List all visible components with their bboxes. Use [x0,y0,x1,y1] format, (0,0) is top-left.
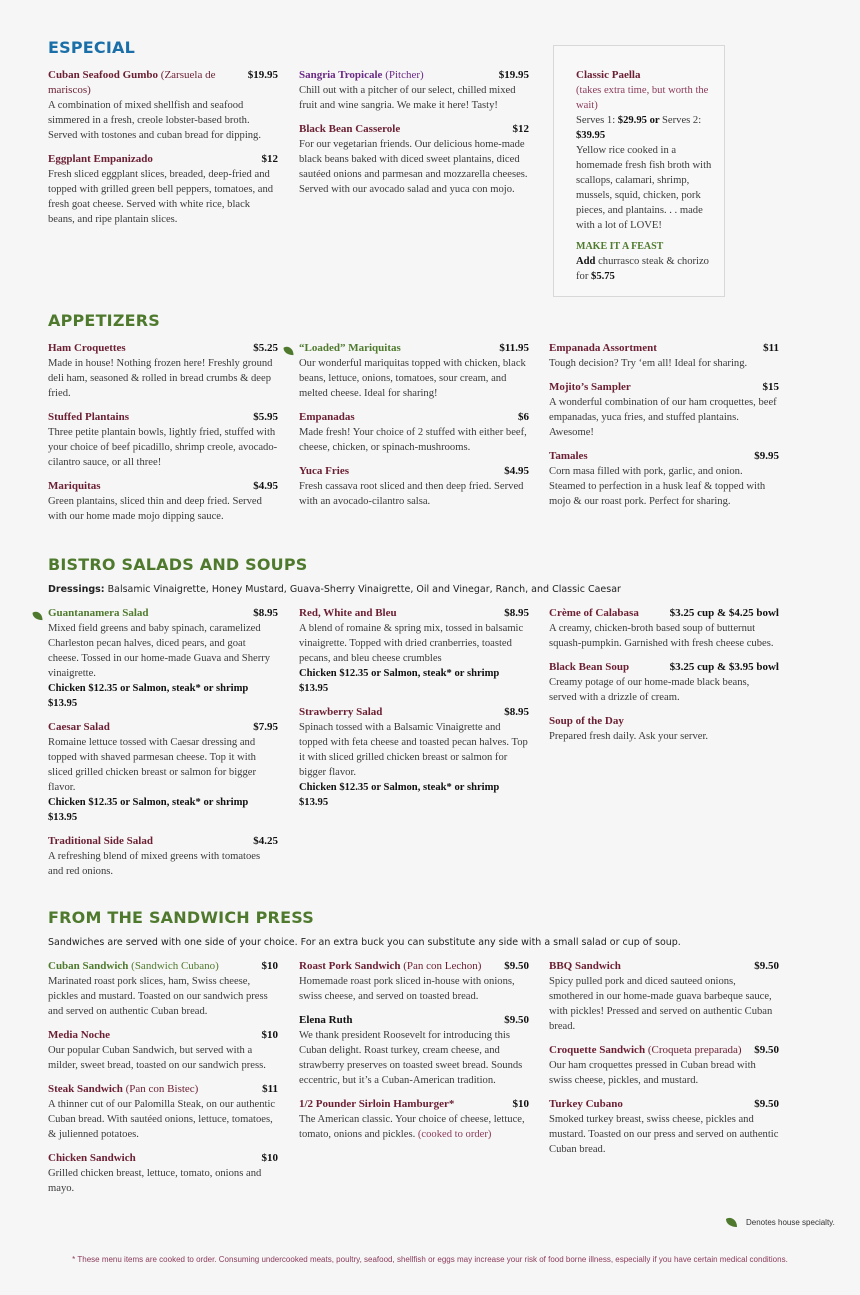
menu-item [48,341,278,401]
appetizers-column-1 [48,341,278,533]
item-subtitle: (Sandwich Cubano) [128,960,219,972]
item-description: Mixed field greens and baby spinach, caramelized Charleston pecan halves, diced pears, and goat cheese. Tossed in our home-made Guava and Sherry vinaigrette. [48,623,271,679]
menu-item [549,341,779,371]
paella-serves [576,113,722,143]
especial-row [0,68,860,297]
menu-item [48,720,278,825]
item-price: $5.95 [253,411,278,423]
item-description: A combination of mixed shellfish and seafood simmered in a fresh, creole lobster-based broth. Served with tostones and cuban bread for dipping. [48,100,262,141]
menu-item [48,410,278,470]
item-description: Marinated roast pork slices, ham, Swiss cheese, pickles and mustard. Toasted on our sandwich press and served on authentic Cuban bread. [48,976,268,1017]
dressings-line [48,583,828,596]
item-description: Yellow rice cooked in a homemade fresh fish broth with scallops, calamari, shrimp, mussels, squid, chicken, pork pieces, and plantains. . . made with a lot of LOVE! [576,145,712,231]
item-price: $7.95 [253,721,278,733]
item-name: Mariquitas [48,480,101,492]
section-sandwiches [0,908,860,1205]
item-price: $10 [261,1152,278,1164]
item-price: $15 [762,381,779,393]
item-description: A thinner cut of our Palomilla Steak, on our authentic Cuban bread. With sautéed onions, lettuce, tomatoes, & julienned potatoes. [48,1099,276,1140]
item-name: Classic Paella [576,69,641,81]
item-description: Spinach tossed with a Balsamic Vinaigrette and topped with feta cheese and toasted pecan halves. Top it with sliced grilled chicken breast or salmon for bigger flavor. [299,722,528,778]
sandwiches-column-2 [299,959,529,1151]
menu-item [549,449,779,509]
item-price: $11 [763,342,779,354]
menu-item [549,660,779,705]
section-appetizers [0,311,860,533]
menu-item [48,479,278,524]
feast-description: churrasco steak & chorizo for [576,256,709,282]
feast-price: $5.75 [591,271,615,282]
feast-title: MAKE IT A FEAST [576,241,664,252]
item-subtitle: (Pan con Lechon) [400,960,482,972]
serves-1-price: $29.95 [617,115,647,126]
menu-item [48,152,278,227]
serves-2-label: Serves 2: [662,115,702,126]
item-name: Sangria Tropicale [299,69,383,81]
item-addon-prices: Chicken $12.35 or Salmon, steak* or shrimp $13.95 [48,797,249,823]
section-title-salads: BISTRO SALADS AND SOUPS [48,555,308,574]
item-name: BBQ Sandwich [549,960,621,972]
item-description: Made in house! Nothing frozen here! Freshly ground deli ham, seasoned & rolled in bread crumbs & deep fried. [48,358,273,399]
menu-item [299,606,529,696]
item-addon-prices: Chicken $12.35 or Salmon, steak* or shrimp $13.95 [48,683,249,709]
menu-item [299,122,529,197]
item-price: $3.25 cup & $3.95 bowl [669,661,779,673]
item-price: $9.50 [754,1098,779,1110]
item-name: Red, White and Bleu [299,607,397,619]
item-name: Stuffed Plantains [48,411,129,423]
item-price: $9.50 [754,1044,779,1056]
item-price: $9.50 [504,960,529,972]
item-price: $12 [261,153,278,165]
item-subtitle: (Pitcher) [382,69,424,81]
appetizers-column-3 [549,341,779,518]
item-name: Cuban Sandwich [48,960,129,972]
item-name: Chicken Sandwich [48,1152,136,1164]
item-price: $4.95 [253,480,278,492]
item-name: Croquette Sandwich [549,1044,646,1056]
section-title-sandwiches: FROM THE SANDWICH PRESS [48,908,314,927]
item-price: $5.25 [253,342,278,354]
or-label: or [646,115,663,126]
menu-item [549,606,779,651]
salads-column-2 [299,606,529,819]
item-name: Elena Ruth [299,1014,353,1026]
item-name: Steak Sandwich [48,1083,123,1095]
item-description: The American classic. Your choice of cheese, lettuce, tomato, onions and pickles. (cooked to order) [299,1114,525,1140]
item-subtitle: (Zarsuela de mariscos) [48,69,216,96]
menu-item [549,380,779,440]
item-description: A creamy, chicken-broth based soup of butternut squash-pumpkin. Garnished with fresh cheese cubes. [549,623,774,649]
item-description: Spicy pulled pork and diced sauteed onions, smothered in our home-made guava barbeque sauce, with pickles! Pressed and served on authentic Cuban bread. [549,976,773,1032]
menu-item [299,410,529,455]
paella-item [576,68,722,284]
menu-item [549,714,779,744]
feast-add: Add [576,256,596,267]
item-price: $12 [512,123,529,135]
item-price: $3.25 cup & $4.25 bowl [669,607,779,619]
menu-item [549,1097,779,1157]
item-price: $9.50 [754,960,779,972]
item-description: Prepared fresh daily. Ask your server. [549,731,709,742]
dressings-list: Balsamic Vinaigrette, Honey Mustard, Guava-Sherry Vinaigrette, Oil and Vinegar, Ranch, and Classic Caesar [104,584,621,595]
dressings-label: Dressings: [48,584,105,595]
item-description: Fresh cassava root sliced and then deep fried. Served with an avocado-cilantro salsa. [299,481,524,507]
section-salads [0,555,860,888]
item-description: Grilled chicken breast, lettuce, tomato, onions and mayo. [48,1168,262,1194]
item-price: $9.50 [504,1014,529,1026]
legend [725,1217,860,1228]
leaf-icon [282,343,295,353]
sandwiches-row [0,959,860,1205]
item-name: Tamales [549,450,588,462]
item-addon-prices: Chicken $12.35 or Salmon, steak* or shrimp $13.95 [299,782,500,808]
item-description: Creamy potage of our home-made black beans, served with a drizzle of cream. [549,677,750,703]
item-name: Traditional Side Salad [48,835,153,847]
especial-column-2 [299,68,529,206]
menu-item [549,959,779,1034]
item-price: $6 [518,411,529,423]
item-price: $4.25 [253,835,278,847]
item-name: Turkey Cubano [549,1098,623,1110]
item-name: Soup of the Day [549,715,624,727]
sandwiches-column-1 [48,959,278,1205]
item-addon-prices: Chicken $12.35 or Salmon, steak* or shrimp $13.95 [299,668,500,694]
menu-item [549,1043,779,1088]
item-price: $19.95 [498,69,529,81]
item-name: “Loaded” Mariquitas [299,342,401,354]
appetizers-row [0,341,860,533]
menu-item [48,834,278,879]
item-price: $11.95 [499,342,529,354]
item-description: Our ham croquettes pressed in Cuban bread with swiss cheese, pickles, and mustard. [549,1060,756,1086]
item-price: $9.95 [754,450,779,462]
item-description: Green plantains, sliced thin and deep fried. Served with our home made mojo dipping sauce. [48,496,262,522]
item-name: Guantanamera Salad [48,607,149,619]
item-description: Smoked turkey breast, swiss cheese, pickles and mustard. Toasted on our press and served on authentic Cuban bread. [549,1114,779,1155]
menu-item [299,1097,529,1142]
item-description: For our vegetarian friends. Our delicious home-made black beans baked with diced sweet plantains, diced sautéed onions and parmesan and mozzarella cheeses. Served with our avocado salad and yuca con mojo. [299,139,528,195]
appetizers-column-2 [299,341,529,518]
item-description: A blend of romaine & spring mix, tossed in balsamic vinaigrette. Topped with dried cranberries, toasted pecans, and bleu cheese crumbles [299,623,524,664]
item-name: Media Noche [48,1029,111,1041]
item-price: $19.95 [247,69,278,81]
item-name: Cuban Seafood Gumbo [48,69,159,81]
item-name: Caesar Salad [48,721,110,733]
menu-item [299,464,529,509]
item-name: Ham Croquettes [48,342,126,354]
item-name: Black Bean Casserole [299,123,401,135]
item-name: Strawberry Salad [299,706,383,718]
item-description: Our wonderful mariquitas topped with chicken, black beans, lettuce, onions, tomatoes, sour cream, and melted cheese. Ideal for sharing! [299,358,526,399]
item-description: A refreshing blend of mixed greens with tomatoes and red onions. [48,851,261,877]
item-description: Tough decision? Try ‘em all! Ideal for sharing. [549,358,748,369]
sandwiches-column-3 [549,959,779,1166]
item-price: $10 [261,960,278,972]
item-name: Black Bean Soup [549,661,630,673]
paella-box [553,45,725,297]
item-price: $4.95 [504,465,529,477]
item-price: $11 [262,1083,278,1095]
item-description: Our popular Cuban Sandwich, but served with a milder, sweet bread, toasted on our sandwich press. [48,1045,266,1071]
sandwich-note: Sandwiches are served with one side of your choice. For an extra buck you can substitute any side with a small salad or cup of soup. [48,937,681,948]
menu-item [48,1028,278,1073]
section-title-appetizers: APPETIZERS [48,311,161,330]
section-title-especial: ESPECIAL [48,38,135,57]
salads-column-1 [48,606,278,888]
item-description: Fresh sliced eggplant slices, breaded, deep-fried and topped with grilled green bell peppers, tomatoes, and fresh goat cheese. Served with white rice, black beans, and ripe plantain slices. [48,169,274,225]
footnote: * These menu items are cooked to order. Consuming undercooked meats, poultry, seafood, shellfish or eggs may increase your risk of food borne illness, especially if you have certain medical conditions. [72,1255,788,1264]
section-especial [0,38,860,297]
item-price: $8.95 [504,607,529,619]
serves-2-price: $39.95 [576,130,606,141]
menu-item [48,1082,278,1142]
item-name: Empanada Assortment [549,342,657,354]
legend-text: Denotes house specialty. [746,1218,835,1227]
menu-item [48,959,278,1019]
menu-item [48,68,278,143]
item-note: (cooked to order) [417,1129,492,1140]
item-description: Three petite plantain bowls, lightly fried, stuffed with your choice of beef picadillo, shrimp creole, avocado-cilantro sauce, or all three! [48,427,278,468]
item-name: Empanadas [299,411,355,423]
item-description: Chill out with a pitcher of our select, chilled mixed fruit and wine sangria. We make it here! Tasty! [299,85,516,111]
leaf-icon [725,1217,738,1228]
paella-note: (takes extra time, but worth the wait) [576,85,709,111]
leaf-icon [31,608,44,618]
item-description: Homemade roast pork sliced in-house with onions, swiss cheese, and served on toasted bread. [299,976,515,1002]
item-price: $10 [512,1098,529,1110]
item-name: Mojito’s Sampler [549,381,631,393]
menu-item [299,705,529,810]
item-description: Made fresh! Your choice of 2 stuffed with either beef, cheese, chicken, or spinach-mushrooms. [299,427,527,453]
feast-text [576,254,722,284]
menu-item [299,341,529,401]
menu-item [48,1151,278,1196]
item-price: $10 [261,1029,278,1041]
item-price: $8.95 [253,607,278,619]
item-description: Corn masa filled with pork, garlic, and onion. Steamed to perfection in a husk leaf & topped with mojo & our roast pork. Perfect for sharing. [549,466,766,507]
item-description: A wonderful combination of our ham croquettes, beef empanadas, yuca fries, and stuffed plantains. Awesome! [549,397,777,438]
especial-column-1 [48,68,278,236]
item-description: We thank president Roosevelt for introducing this Cuban delight. Roast turkey, cream cheese, and strawberry preserves on toasted sweet bread. Sounds eccentric, but it’s a Cuban-American tradition. [299,1030,523,1086]
salads-row [0,606,860,888]
menu-item [299,68,529,113]
item-name: Eggplant Empanizado [48,153,153,165]
serves-1-label: Serves 1: [576,115,618,126]
menu-item [299,959,529,1004]
salads-column-3 [549,606,779,753]
menu-item [48,606,278,711]
menu-item [299,1013,529,1088]
item-subtitle: (Pan con Bistec) [122,1083,199,1095]
item-description: Romaine lettuce tossed with Caesar dressing and topped with shaved parmesan cheese. Top it with sliced grilled chicken breast or salmon for bigger flavor. [48,737,256,793]
item-name: 1/2 Pounder Sirloin Hamburger* [299,1098,455,1110]
item-subtitle: (Croqueta preparada) [645,1044,742,1056]
item-name: Yuca Fries [299,465,350,477]
item-name: Crème of Calabasa [549,607,639,619]
item-price: $8.95 [504,706,529,718]
item-name: Roast Pork Sandwich [299,960,401,972]
